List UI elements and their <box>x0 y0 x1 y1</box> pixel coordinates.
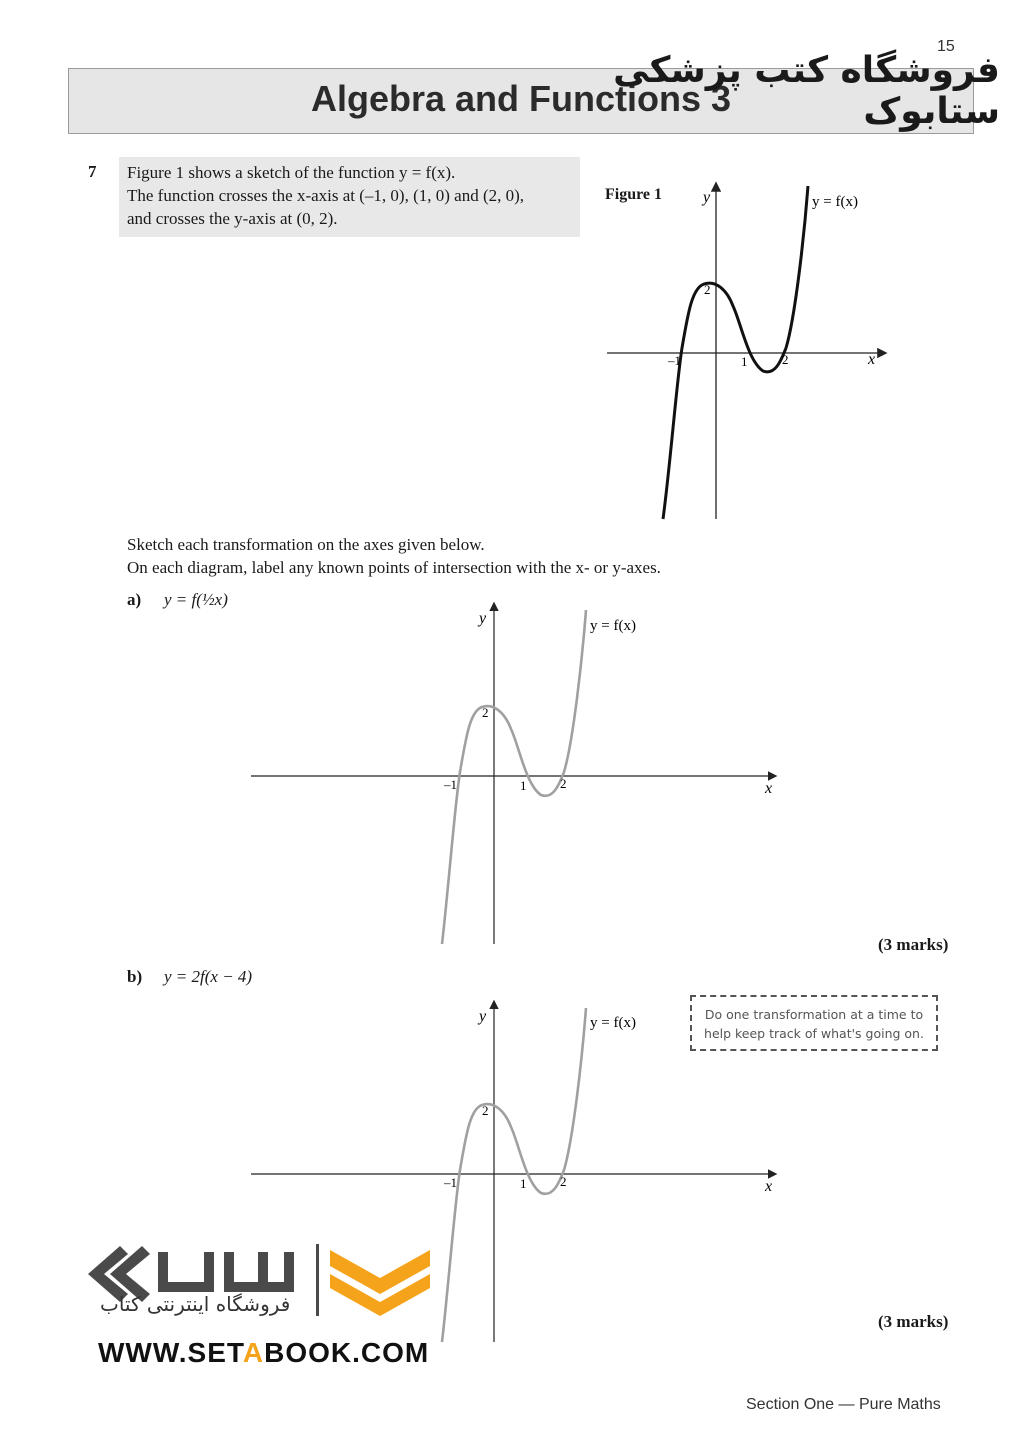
x-tick-neg1: –1 <box>444 777 457 792</box>
part-a-label: a) <box>127 590 142 609</box>
tip-box <box>690 995 938 1051</box>
y-axis-label: y <box>479 610 487 627</box>
figure-label: Figure 1 <box>605 186 663 203</box>
y-axis-label: y <box>703 189 711 206</box>
part-a-equation: y = f(½x) <box>164 590 228 609</box>
part-a-marks: (3 marks) <box>878 935 949 954</box>
x-tick-neg1: –1 <box>444 1175 457 1190</box>
x-tick-1: 1 <box>741 354 748 369</box>
tip-line-1: Do one transformation at a time to <box>704 1007 924 1022</box>
x-tick-neg1: –1 <box>668 353 681 368</box>
part-b-label: b) <box>127 967 143 986</box>
part-a-graph <box>245 600 785 948</box>
part-b-marks: (3 marks) <box>878 1312 949 1331</box>
x-axis-label: x <box>765 1178 773 1195</box>
y-tick-2: 2 <box>482 705 489 720</box>
question-number: 7 <box>88 162 97 181</box>
logo-persian-text: فروشگاه اینترنتی کتاب <box>100 1292 291 1316</box>
logo-divider <box>316 1244 319 1316</box>
intro-box <box>119 157 580 237</box>
tip-line-2: help keep track of what's going on. <box>704 1026 924 1041</box>
x-tick-1: 1 <box>520 778 527 793</box>
instruction-line-2: On each diagram, label any known points of intersection with the x- or y-axes. <box>127 558 661 577</box>
curve-label: y = f(x) <box>590 618 636 634</box>
y-tick-2: 2 <box>704 282 711 297</box>
x-axis-label: x <box>765 780 773 797</box>
page-title: Algebra and Functions 3 <box>310 78 732 119</box>
intro-line-3: and crosses the y-axis at (0, 2). <box>127 209 338 228</box>
curve-label: y = f(x) <box>812 194 858 210</box>
x-tick-2: 2 <box>560 1174 567 1189</box>
logo-url-suffix: BOOK.COM <box>264 1337 430 1368</box>
intro-line-1: Figure 1 shows a sketch of the function y = f(x). <box>127 163 456 182</box>
logo-url-accent: A <box>242 1337 265 1368</box>
y-axis-label: y <box>479 1008 487 1025</box>
x-tick-2: 2 <box>560 776 567 791</box>
instruction-line-1: Sketch each transformation on the axes given below. <box>127 535 485 554</box>
instructions <box>127 533 661 579</box>
part-b-equation: y = 2f(x − 4) <box>164 967 253 986</box>
x-tick-2: 2 <box>782 352 789 367</box>
x-axis-label: x <box>868 351 876 368</box>
watermark-persian: فروشگاه کتب پزشکی ستابوک <box>613 50 1000 132</box>
footer: Section One — Pure Maths <box>746 1396 941 1413</box>
logo-url <box>98 1337 429 1369</box>
figure-1-graph <box>600 178 900 523</box>
curve-label: y = f(x) <box>590 1015 636 1031</box>
page-number: 15 <box>937 38 955 55</box>
intro-line-2: The function crosses the x-axis at (–1, 0), (1, 0) and (2, 0), <box>127 186 525 205</box>
logo-url-prefix: WWW.SET <box>98 1337 243 1368</box>
y-tick-2: 2 <box>482 1103 489 1118</box>
x-tick-1: 1 <box>520 1176 527 1191</box>
